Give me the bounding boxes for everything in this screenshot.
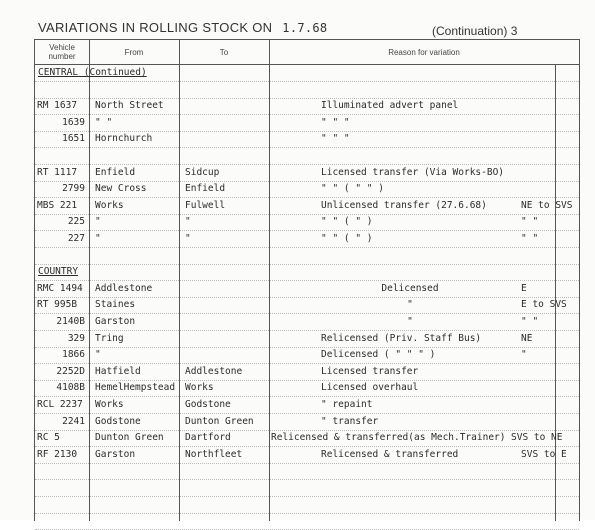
to-location: [185, 131, 269, 147]
from-location: ": [95, 216, 101, 228]
vehicle-number: MBS 221: [37, 199, 78, 211]
to-location: Fulwell: [185, 199, 226, 211]
reason-text: Licensed transfer: [321, 365, 419, 377]
status-change: [521, 148, 581, 164]
table-row: [35, 447, 579, 464]
from-location: [95, 463, 179, 479]
vehicle-number: RM 1637: [37, 100, 78, 112]
status-change: SVS to NE: [511, 432, 563, 444]
reason-text: Delicensed: [381, 282, 439, 294]
vehicle-number: 1651: [62, 133, 85, 145]
vehicle-number: RT 995B: [37, 299, 78, 311]
vehicle-number: 329: [67, 332, 85, 344]
to-location: Dunton Green: [185, 415, 254, 427]
table-row: [35, 131, 579, 148]
to-location: Addlestone: [185, 365, 243, 377]
to-location: [185, 148, 269, 164]
to-location: [185, 513, 269, 529]
vehicle-number: 225: [67, 216, 85, 228]
section-heading: CENTRAL (Continued): [38, 67, 147, 78]
table-header: [35, 40, 579, 65]
table-row: [35, 165, 579, 182]
vehicle-number: [37, 148, 87, 164]
continuation-label: (Continuation) 3: [432, 24, 518, 38]
vehicle-number: 1866: [62, 349, 85, 361]
status-change: NE: [521, 332, 533, 344]
reason-text: Licensed overhaul: [321, 382, 419, 394]
reason-text: Relicensed & transferred: [321, 448, 459, 460]
table-row: [35, 98, 579, 115]
reason-text: ": [407, 299, 413, 311]
from-location: Works: [95, 399, 124, 410]
vehicle-number: 2799: [62, 183, 85, 195]
reason-text: " " ( " ): [321, 233, 373, 244]
from-location: ": [95, 233, 101, 244]
status-change: [521, 98, 581, 114]
table-row: [35, 430, 579, 447]
to-location: [185, 248, 269, 264]
from-location: Enfield: [95, 166, 136, 178]
from-location: Hornchurch: [95, 133, 153, 145]
status-change: [521, 181, 581, 197]
to-location: [185, 98, 269, 114]
to-location: Northfleet: [185, 448, 243, 460]
vehicle-number: RMC 1494: [37, 282, 83, 294]
vehicle-number: 4108B: [56, 382, 85, 394]
page-title: [38, 20, 327, 35]
status-change: SVS to E: [521, 448, 567, 460]
status-change: " ": [521, 316, 539, 327]
table-row: [35, 480, 579, 497]
vehicle-number: 2252D: [56, 365, 85, 377]
vehicle-number: RC 5: [37, 432, 60, 444]
from-location: [95, 248, 179, 264]
to-location: [185, 297, 269, 313]
reason-text: Unlicensed transfer (27.6.68): [321, 199, 487, 211]
table-row: [35, 198, 579, 215]
to-location: ": [185, 216, 191, 228]
from-location: Addlestone: [95, 282, 153, 294]
from-location: [95, 480, 179, 496]
status-change: [521, 463, 581, 479]
from-location: ": [95, 349, 101, 361]
status-change: [521, 380, 581, 396]
reason-text: " " ( " " ): [321, 183, 384, 195]
vehicle-number: RCL 2237: [37, 399, 83, 410]
table-row: [35, 248, 579, 265]
status-change: E to SVS: [521, 299, 567, 311]
header-reason: Reason for variation: [388, 47, 460, 57]
title-date: 1.7.68: [282, 21, 328, 35]
status-change: [521, 115, 581, 131]
vehicle-number: RF 2130: [37, 448, 78, 460]
header-vehicle: Vehicle number: [48, 43, 76, 61]
to-location: Dartford: [185, 432, 231, 444]
title-text: VARIATIONS IN ROLLING STOCK ON: [38, 20, 273, 35]
to-location: [185, 115, 269, 131]
reason-text: " transfer: [321, 415, 379, 427]
table-row: [35, 380, 579, 397]
reason-text: Illuminated advert panel: [321, 100, 459, 112]
status-change: [521, 397, 581, 413]
reason-text: " " ": [321, 133, 350, 145]
from-location: Works: [95, 199, 124, 211]
vehicle-number: [37, 497, 87, 513]
reason-text: " " ( " ): [321, 216, 373, 228]
status-change: [521, 513, 581, 529]
reason-text: " repaint: [321, 399, 373, 410]
vehicle-number: [37, 513, 87, 529]
variations-table: [34, 39, 580, 521]
from-location: [95, 82, 179, 98]
to-location: [185, 82, 269, 98]
from-location: Dunton Green: [95, 432, 164, 444]
reason-text: " " ": [321, 116, 350, 128]
to-location: [185, 347, 269, 363]
header-to: To: [219, 47, 229, 57]
to-location: Enfield: [185, 183, 226, 195]
from-location: Tring: [95, 332, 124, 344]
table-row: [35, 513, 579, 530]
to-location: [185, 331, 269, 347]
from-location: Hatfield: [95, 365, 141, 377]
reason-text: Relicensed (Priv. Staff Bus): [321, 332, 482, 344]
status-change: [521, 131, 581, 147]
table-row: [35, 148, 579, 165]
vehicle-number: 1639: [62, 116, 85, 128]
vehicle-number: 2140B: [56, 316, 85, 327]
to-location: [185, 463, 269, 479]
table-row: [35, 281, 579, 298]
to-location: [185, 281, 269, 297]
to-location: [185, 497, 269, 513]
vehicle-number: 227: [67, 233, 85, 244]
to-location: [185, 480, 269, 496]
vehicle-number: [37, 82, 87, 98]
from-location: [95, 148, 179, 164]
status-change: [521, 165, 581, 181]
status-change: [521, 364, 581, 380]
from-location: [95, 513, 179, 529]
table-row: [35, 463, 579, 480]
vehicle-number: [37, 248, 87, 264]
vehicle-number: 2241: [62, 415, 85, 427]
to-location: Works: [185, 382, 214, 394]
to-location: Sidcup: [185, 166, 220, 178]
reason-text: Relicensed & transferred(as Mech.Trainer): [271, 432, 506, 444]
reason-text: Delicensed ( " " " ): [321, 349, 436, 361]
table-row: [35, 181, 579, 198]
table-row: [35, 347, 579, 364]
status-change: " ": [521, 216, 539, 228]
table-row: [35, 82, 579, 99]
status-change: NE to SVS: [521, 199, 573, 211]
status-change: [521, 248, 581, 264]
from-location: [95, 497, 179, 513]
reason-text: Licensed transfer (Via Works-BO): [321, 166, 505, 178]
from-location: Garston: [95, 316, 136, 327]
from-location: HemelHempstead: [95, 382, 176, 394]
status-change: [521, 480, 581, 496]
header-from: From: [124, 47, 144, 57]
from-location: New Cross: [95, 183, 147, 195]
status-change: [521, 414, 581, 430]
status-change: " ": [521, 233, 539, 244]
table-row: [35, 297, 579, 314]
table-row: [35, 314, 579, 331]
status-change: [521, 82, 581, 98]
table-row: [35, 214, 579, 231]
from-location: " ": [95, 116, 113, 128]
status-change: [521, 497, 581, 513]
vehicle-number: RT 1117: [37, 166, 78, 178]
to-location: ": [185, 233, 191, 244]
reason-text: ": [407, 316, 413, 327]
table-row: [35, 115, 579, 132]
table-row: [35, 331, 579, 348]
table-row: [35, 414, 579, 431]
to-location: [185, 314, 269, 330]
from-location: Godstone: [95, 415, 141, 427]
table-row: [35, 364, 579, 381]
status-change: ": [521, 349, 527, 361]
vehicle-number: [37, 463, 87, 479]
vehicle-number: [37, 480, 87, 496]
to-location: Godstone: [185, 399, 231, 410]
section-heading: COUNTRY: [38, 266, 79, 278]
table-row: [35, 264, 579, 281]
table-row: [35, 65, 579, 82]
from-location: Staines: [95, 299, 136, 311]
table-row: [35, 497, 579, 514]
table-row: [35, 231, 579, 248]
from-location: North Street: [95, 100, 164, 112]
table-row: [35, 397, 579, 414]
from-location: Garston: [95, 448, 136, 460]
status-change: E: [521, 282, 527, 294]
